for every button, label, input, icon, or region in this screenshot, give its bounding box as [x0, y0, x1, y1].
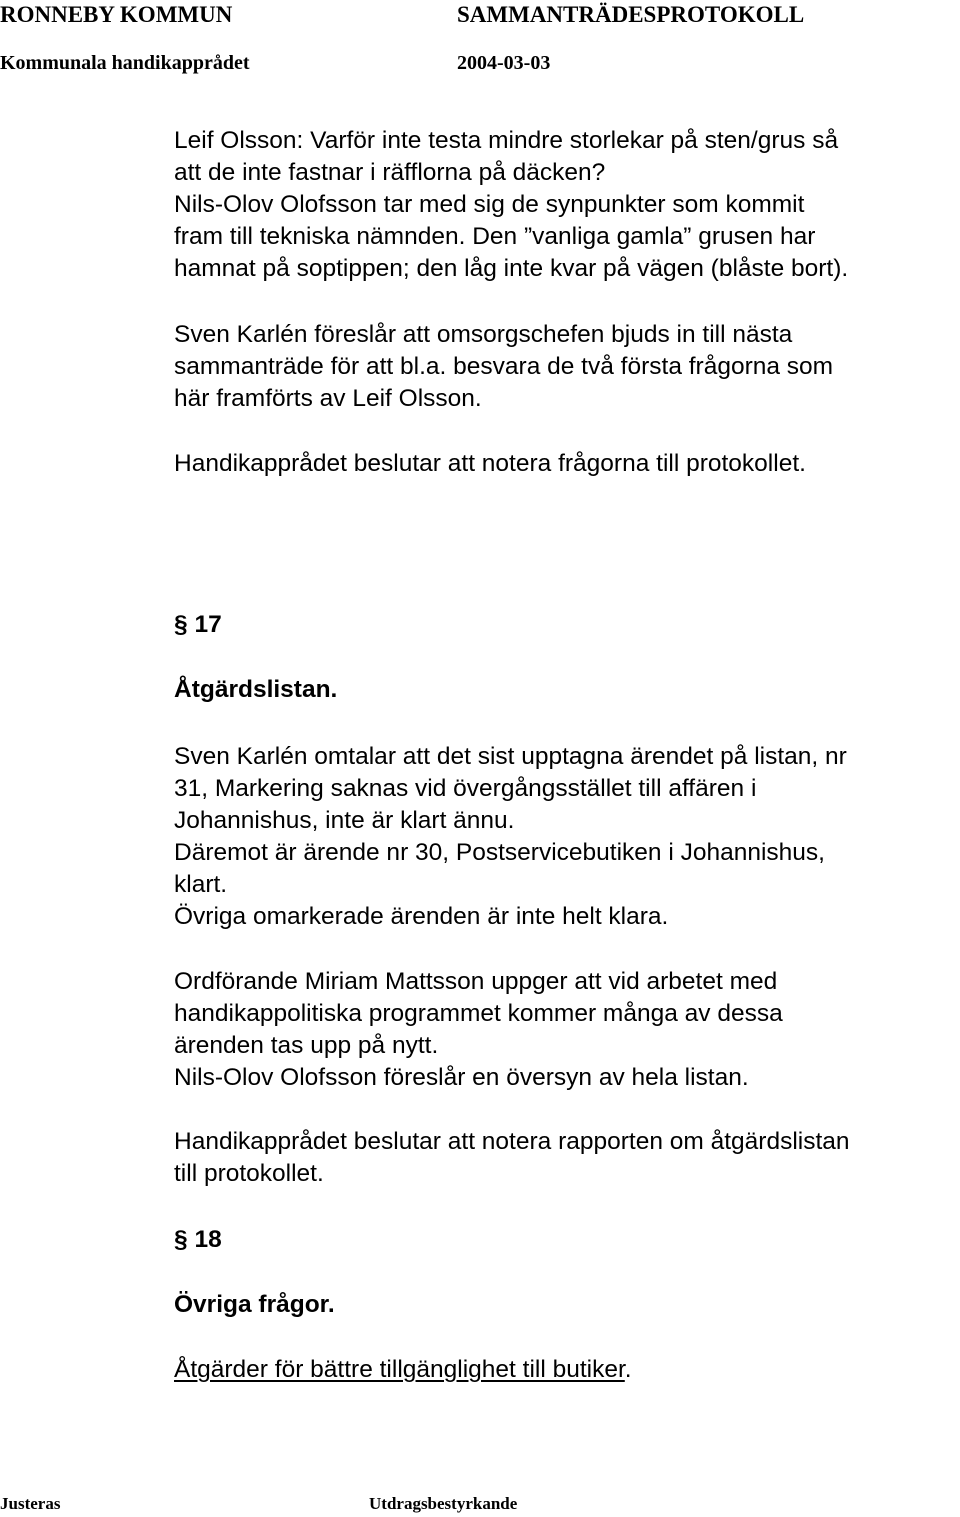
text-line: klart.	[174, 871, 228, 898]
decision-paragraph	[174, 448, 954, 480]
text-line: Leif Olsson: Varför inte testa mindre storlekar på sten/grus så	[174, 127, 839, 154]
paragraph-chair-statement	[174, 966, 954, 1094]
section-18-heading	[174, 1224, 954, 1256]
text-line: 31, Markering saknas vid övergångsstället till affären i	[174, 775, 757, 802]
text-line: handikappolitiska programmet kommer många av dessa	[174, 1000, 783, 1027]
text-line: Handikapprådet beslutar att notera rapporten om åtgärdslistan	[174, 1128, 850, 1155]
paragraph-sven-karlen-proposal	[174, 319, 954, 415]
section-symbol: §	[174, 611, 188, 638]
text-line: Ordförande Miriam Mattsson uppger att vid arbetet med	[174, 968, 778, 995]
text-line: ärenden tas upp på nytt.	[174, 1032, 439, 1059]
text-line: Johannishus, inte är klart ännu.	[174, 807, 515, 834]
text-line: sammanträde för att bl.a. besvara de två första frågorna som	[174, 353, 834, 380]
text-line: här framförts av Leif Olsson.	[174, 385, 482, 412]
subheading-period: .	[624, 1356, 632, 1383]
paragraph-action-list-status	[174, 741, 954, 933]
subheading-text: Åtgärder för bättre tillgänglighet till butiker	[174, 1356, 625, 1383]
text-line: hamnat på soptippen; den låg inte kvar på vägen (blåste bort).	[174, 255, 849, 282]
footer-justeras: Justeras	[0, 1494, 61, 1513]
section-18-title: Övriga frågor.	[174, 1291, 335, 1318]
paragraph-leif-olsson-question	[174, 125, 954, 285]
section-number: 17	[194, 611, 222, 638]
section-number: 18	[194, 1226, 222, 1253]
section-17-heading	[174, 609, 954, 641]
text-line: Nils-Olov Olofsson föreslår en översyn av hela listan.	[174, 1064, 749, 1091]
decision-paragraph-action-list	[174, 1126, 954, 1190]
section-symbol: §	[174, 1226, 188, 1253]
section-17-title: Åtgärdslistan.	[174, 676, 338, 703]
text-line: fram till tekniska nämnden. Den ”vanliga gamla” grusen har	[174, 223, 816, 250]
subheading-accessibility-shops	[174, 1354, 954, 1386]
municipality-name: RONNEBY KOMMUN	[0, 2, 233, 27]
document-type: SAMMANTRÄDESPROTOKOLL	[457, 2, 805, 27]
footer-utdragsbestyrkande: Utdragsbestyrkande	[369, 1494, 518, 1513]
text-line: Nils-Olov Olofsson tar med sig de synpunkter som kommit	[174, 191, 805, 218]
text-line: Övriga omarkerade ärenden är inte helt klara.	[174, 903, 669, 930]
decision-text: Handikapprådet beslutar att notera frågorna till protokollet.	[174, 450, 806, 477]
text-line: Sven Karlén omtalar att det sist upptagna ärendet på listan, nr	[174, 743, 847, 770]
meeting-date: 2004-03-03	[457, 52, 551, 74]
text-line: att de inte fastnar i räfflorna på däcken?	[174, 159, 606, 186]
text-line: Däremot är ärende nr 30, Postservicebutiken i Johannishus,	[174, 839, 825, 866]
committee-name: Kommunala handikapprådet	[0, 52, 250, 74]
text-line: till protokollet.	[174, 1160, 324, 1187]
text-line: Sven Karlén föreslår att omsorgschefen bjuds in till nästa	[174, 321, 793, 348]
